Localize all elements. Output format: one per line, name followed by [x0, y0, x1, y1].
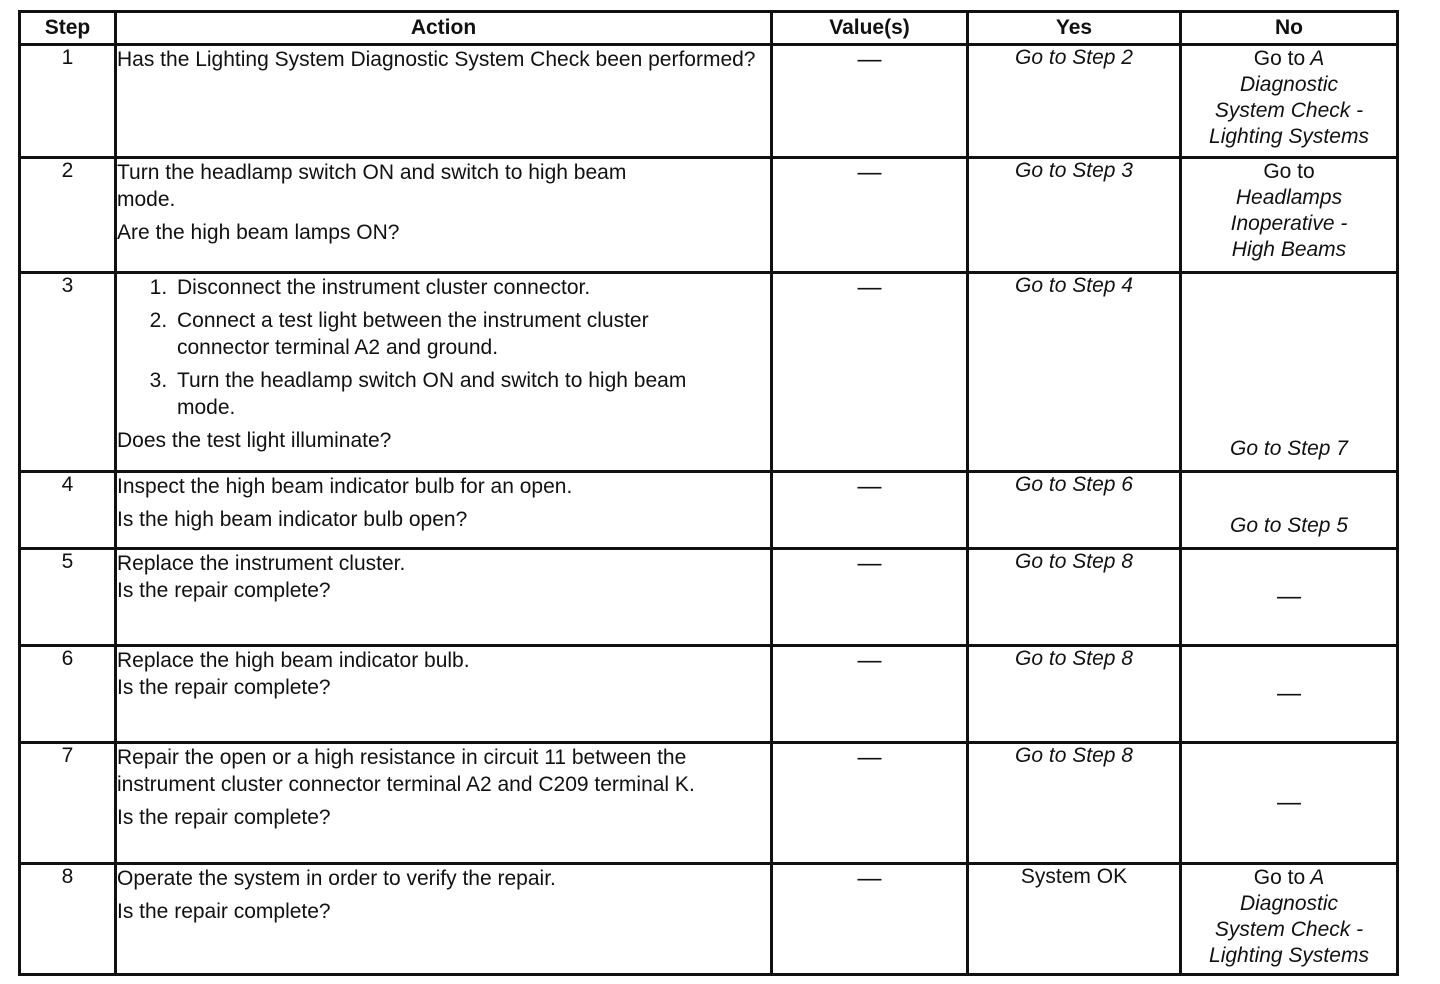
table-row-step-7: [20, 743, 1398, 864]
yes-cell: Go to Step 8: [968, 549, 1181, 646]
no-cell: [1181, 158, 1398, 273]
no-cell: Go to Step 7: [1181, 273, 1398, 472]
no-cell: [1181, 864, 1398, 975]
no-link-line: Diagnostic: [1239, 892, 1339, 915]
value-cell: —: [772, 646, 968, 743]
action-cell: [116, 472, 772, 549]
action-cell: [116, 158, 772, 273]
no-link-line: High Beams: [1231, 238, 1347, 261]
action-cell: [116, 743, 772, 864]
action-cell: [116, 273, 772, 472]
yes-cell: Go to Step 8: [968, 646, 1181, 743]
action-text: Has the Lighting System Diagnostic System Check been performed?: [117, 48, 756, 71]
value-cell: —: [772, 472, 968, 549]
yes-cell: Go to Step 8: [968, 743, 1181, 864]
table-row-step-3: [20, 273, 1398, 472]
yes-cell: Go to Step 3: [968, 158, 1181, 273]
no-link-line: A: [1310, 866, 1325, 889]
no-goto-prefix: Go to: [1263, 160, 1315, 183]
procedure-step: 2. Connect a test light between the instrument cluster connector terminal A2 and ground.: [173, 307, 737, 361]
value-cell: —: [772, 45, 968, 158]
no-cell: Go to Step 5: [1181, 472, 1398, 549]
table-row-step-5: [20, 549, 1398, 646]
no-link-line: Lighting Systems: [1209, 125, 1369, 148]
no-cell: —: [1181, 549, 1398, 646]
value-cell: —: [772, 549, 968, 646]
step-number: 3: [20, 273, 116, 472]
header-no: No: [1181, 12, 1398, 45]
action-cell: [116, 646, 772, 743]
no-goto-prefix: Go to: [1253, 866, 1306, 889]
action-text: Inspect the high beam indicator bulb for an open.: [117, 475, 573, 498]
no-link-line: A: [1310, 47, 1325, 70]
action-text: Replace the instrument cluster.: [117, 552, 406, 575]
header-step: Step: [20, 12, 116, 45]
no-link-line: Inoperative -: [1230, 212, 1348, 235]
no-link-line: System Check -: [1214, 918, 1364, 941]
yes-cell: System OK: [968, 864, 1181, 975]
action-question: Is the repair complete?: [117, 900, 331, 923]
step-number: 4: [20, 472, 116, 549]
value-cell: —: [772, 743, 968, 864]
table-row-step-1: [20, 45, 1398, 158]
procedure-step: 1. Disconnect the instrument cluster connector.: [173, 274, 770, 301]
no-cell: —: [1181, 646, 1398, 743]
header-action: Action: [116, 12, 772, 45]
no-link-line: System Check -: [1214, 99, 1364, 122]
yes-cell: Go to Step 6: [968, 472, 1181, 549]
no-goto-prefix: Go to: [1253, 47, 1306, 70]
action-text: Replace the high beam indicator bulb.: [117, 649, 470, 672]
step-number: 6: [20, 646, 116, 743]
step-number: 5: [20, 549, 116, 646]
action-question: Are the high beam lamps ON?: [117, 221, 400, 244]
step-number: 7: [20, 743, 116, 864]
header-row: [20, 12, 1398, 45]
yes-cell: Go to Step 4: [968, 273, 1181, 472]
procedure-step: 3. Turn the headlamp switch ON and switch to high beam mode.: [173, 367, 717, 421]
value-cell: —: [772, 273, 968, 472]
no-cell: [1181, 45, 1398, 158]
action-text: Repair the open or a high resistance in circuit 11 between the instrument cluster connector terminal A2 and C209 terminal K.: [117, 746, 695, 796]
action-cell: [116, 45, 772, 158]
step-number: 2: [20, 158, 116, 273]
action-text: Turn the headlamp switch ON and switch to high beam mode.: [117, 161, 627, 211]
yes-cell: Go to Step 2: [968, 45, 1181, 158]
action-cell: [116, 549, 772, 646]
no-link-line: Headlamps: [1235, 186, 1343, 209]
action-question: Does the test light illuminate?: [117, 429, 392, 452]
step-number: 1: [20, 45, 116, 158]
table-row-step-6: [20, 646, 1398, 743]
action-question: Is the repair complete?: [117, 579, 331, 602]
step-number: 8: [20, 864, 116, 975]
header-yes: Yes: [968, 12, 1181, 45]
action-question: Is the repair complete?: [117, 806, 331, 829]
header-values: Value(s): [772, 12, 968, 45]
action-question: Is the high beam indicator bulb open?: [117, 508, 468, 531]
table-row-step-8: [20, 864, 1398, 975]
value-cell: —: [772, 158, 968, 273]
table-row-step-2: [20, 158, 1398, 273]
no-cell: —: [1181, 743, 1398, 864]
no-link-line: Diagnostic: [1239, 73, 1339, 96]
value-cell: —: [772, 864, 968, 975]
no-link-line: Lighting Systems: [1209, 944, 1369, 967]
action-question: Is the repair complete?: [117, 676, 331, 699]
procedure-list: [117, 274, 770, 421]
action-cell: [116, 864, 772, 975]
table-row-step-4: [20, 472, 1398, 549]
action-text: Operate the system in order to verify the repair.: [117, 867, 556, 890]
diagnostic-table: [18, 10, 1399, 976]
